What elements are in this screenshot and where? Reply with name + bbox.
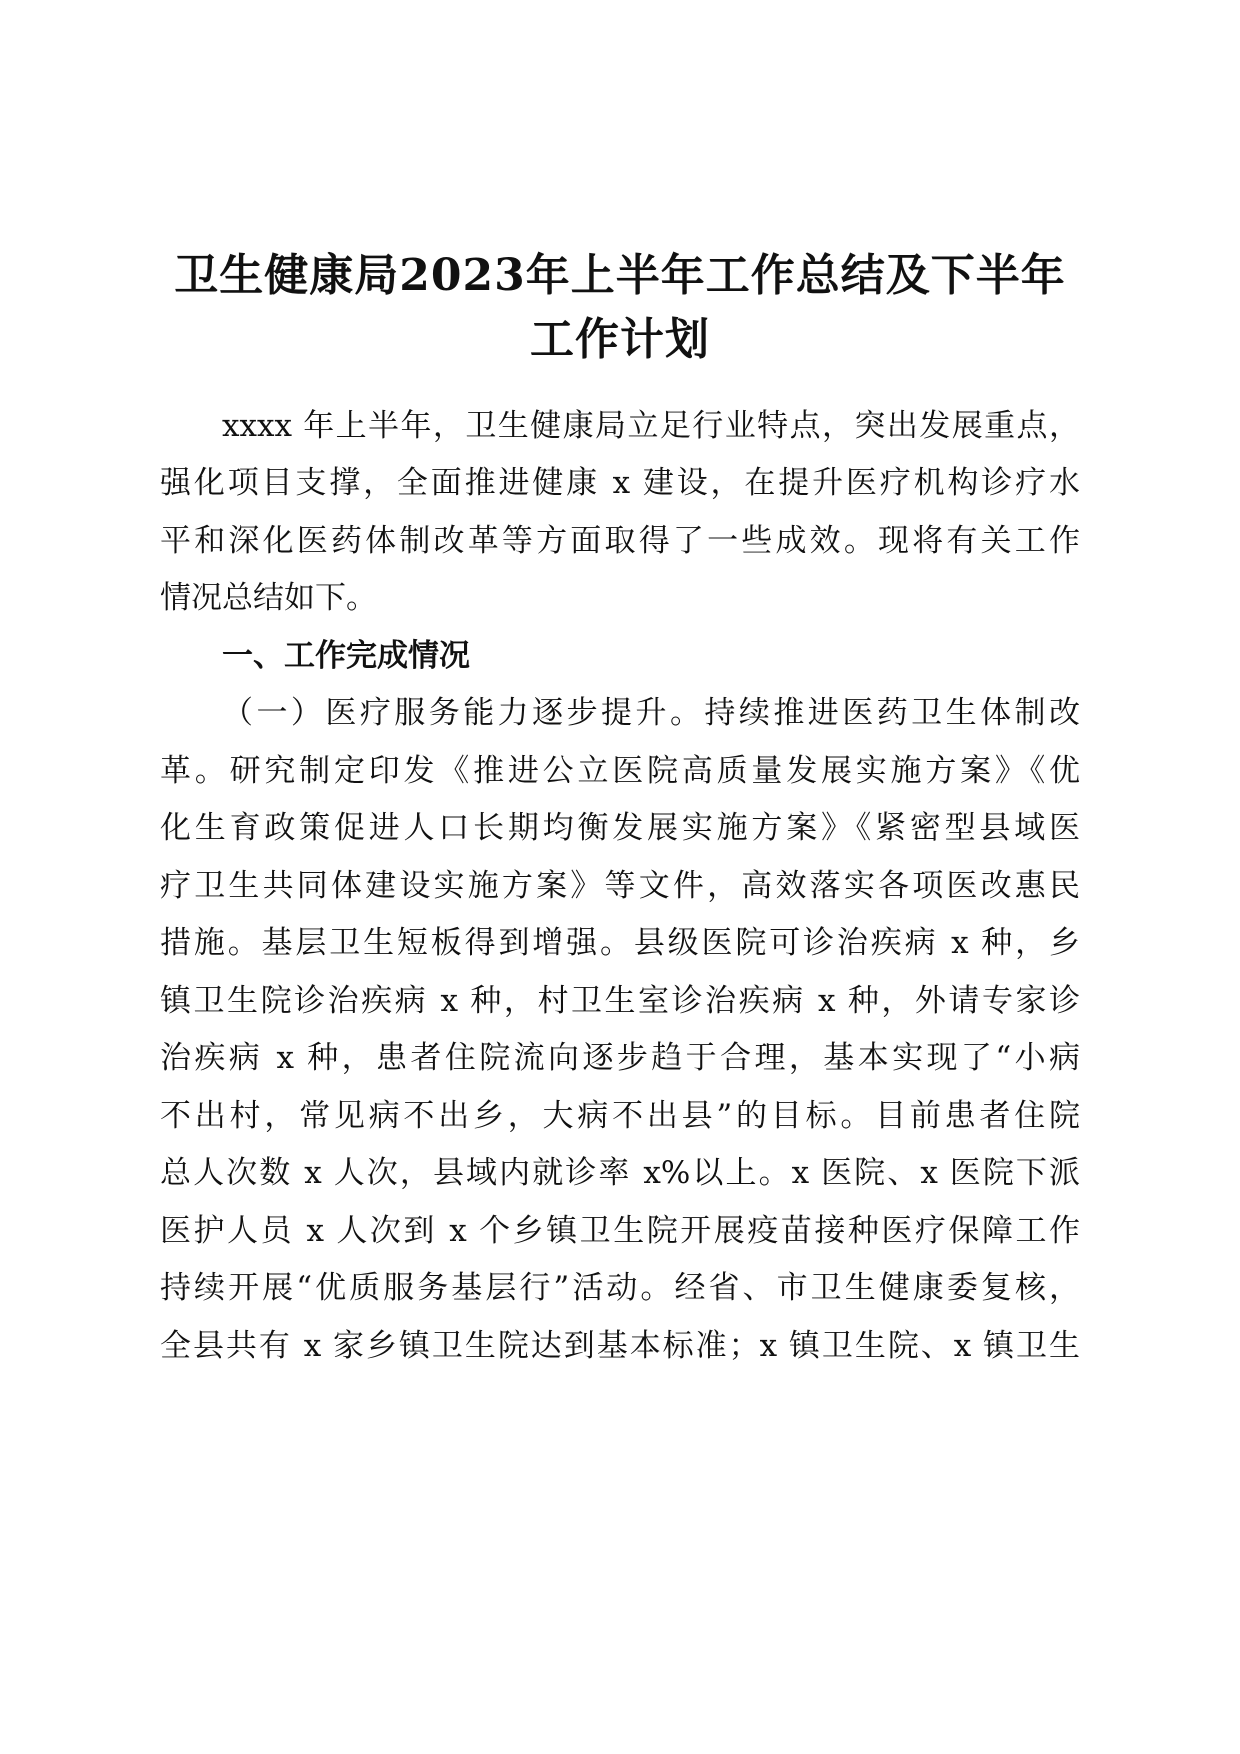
section-heading: 一、工作完成情况 (222, 638, 470, 674)
document-title-line-2: 工作计划 (530, 314, 710, 365)
section-body-line: 治疾病 x 种，患者住院流向逐步趋于合理，基本实现了“小病 (160, 1040, 1080, 1076)
section-body-line: （一）医疗服务能力逐步提升。持续推进医药卫生体制改 (222, 695, 1080, 731)
intro-paragraph-line: 情况总结如下。 (160, 580, 377, 616)
document-title-line-1: 卫生健康局2023年上半年工作总结及下半年 (174, 250, 1066, 301)
section-body-line: 措施。基层卫生短板得到增强。县级医院可诊治疾病 x 种，乡 (160, 925, 1080, 961)
section-body-line: 疗卫生共同体建设实施方案》等文件，高效落实各项医改惠民 (160, 868, 1080, 904)
section-body-line: 革。研究制定印发《推进公立医院高质量发展实施方案》《优 (160, 753, 1080, 789)
section-body-line: 持续开展“优质服务基层行”活动。经省、市卫生健康委复核， (160, 1270, 1080, 1306)
section-body-line: 镇卫生院诊治疾病 x 种，村卫生室诊治疾病 x 种，外请专家诊 (160, 983, 1080, 1019)
intro-paragraph-line: 强化项目支撑，全面推进健康 x 建设，在提升医疗机构诊疗水 (160, 465, 1080, 501)
intro-paragraph-line: 平和深化医药体制改革等方面取得了一些成效。现将有关工作 (160, 523, 1080, 559)
section-body-line: 医护人员 x 人次到 x 个乡镇卫生院开展疫苗接种医疗保障工作 (160, 1213, 1080, 1249)
section-body-line: 化生育政策促进人口长期均衡发展实施方案》《紧密型县域医 (160, 810, 1080, 846)
section-body-line: 总人次数 x 人次，县域内就诊率 x%以上。x 医院、x 医院下派 (160, 1155, 1080, 1191)
intro-paragraph-line: xxxx 年上半年，卫生健康局立足行业特点，突出发展重点， (222, 408, 1080, 444)
section-body-line: 全县共有 x 家乡镇卫生院达到基本标准；x 镇卫生院、x 镇卫生 (160, 1328, 1080, 1364)
section-body-line: 不出村，常见病不出乡，大病不出县”的目标。目前患者住院 (160, 1098, 1080, 1134)
